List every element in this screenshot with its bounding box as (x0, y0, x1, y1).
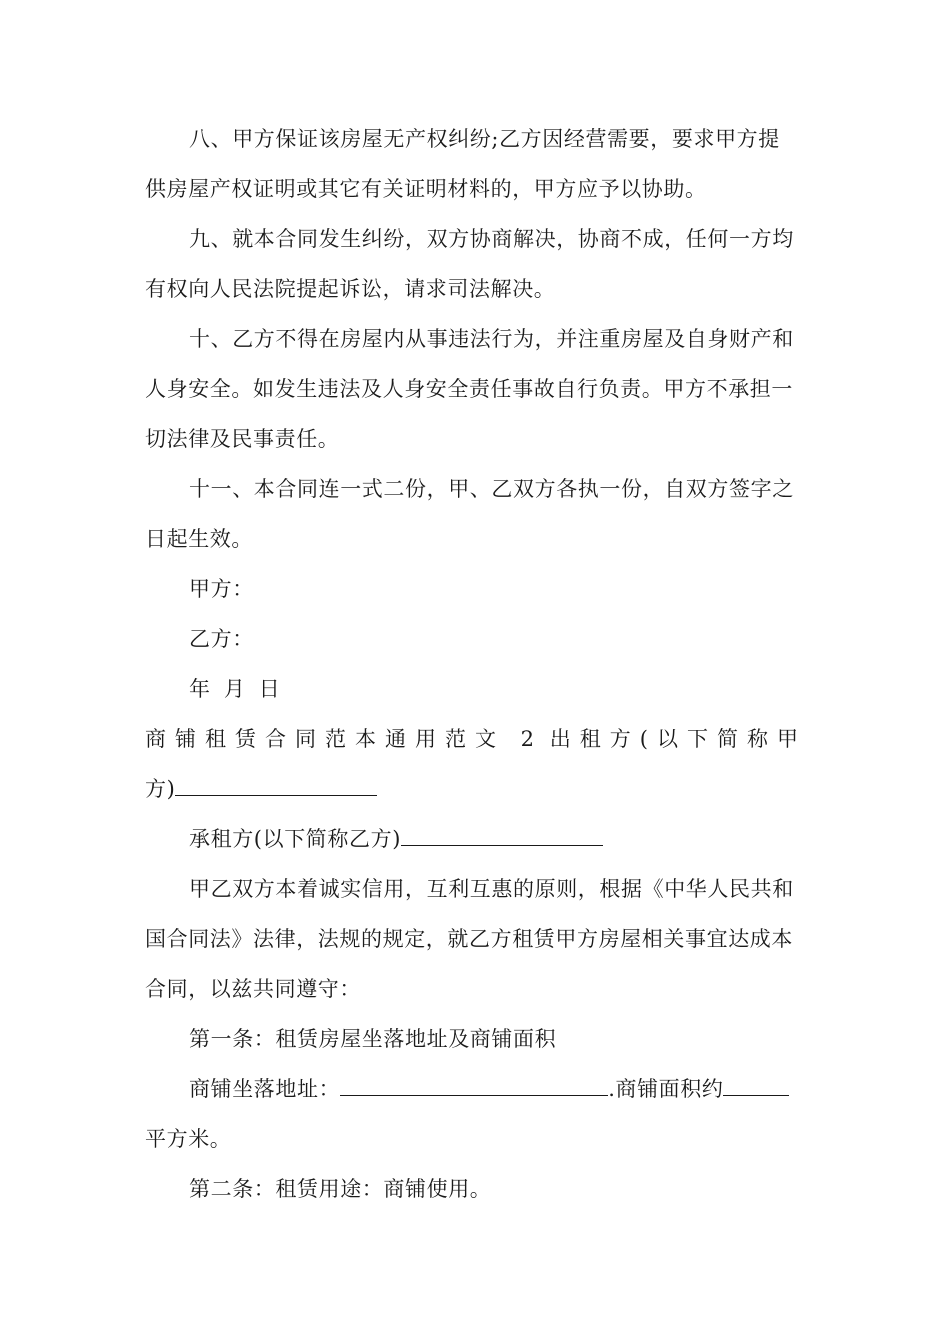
clause-10-line-3: 切法律及民事责任。 (145, 427, 340, 451)
clause-9-line-1: 九、就本合同发生纠纷，双方协商解决，协商不成，任何一方均 (189, 227, 794, 251)
clause-9-line-2: 有权向人民法院提起诉讼，请求司法解决。 (145, 277, 556, 301)
address-blank (340, 1079, 608, 1096)
clause-11-line-2: 日起生效。 (145, 527, 253, 551)
lessee-label: 承租方(以下简称乙方) (189, 827, 401, 851)
address-line (145, 1064, 807, 1114)
signature-date: 年 月 日 (189, 677, 281, 701)
area-label: .商铺面积约 (608, 1077, 724, 1101)
article-2: 第二条：租赁用途：商铺使用。 (189, 1177, 492, 1201)
document-page (145, 114, 807, 1214)
article-1-title: 第一条：租赁房屋坐落地址及商铺面积 (189, 1027, 557, 1051)
lessor-label: 出租方(以下简称甲 (549, 727, 807, 751)
lessor-blank (175, 779, 377, 796)
contract-2-title-row (145, 714, 807, 764)
preamble-line-3: 合同，以兹共同遵守： (145, 977, 361, 1001)
clause-8-line-1: 八、甲方保证该房屋无产权纠纷;乙方因经营需要，要求甲方提 (189, 127, 780, 151)
clause-8-line-2: 供房屋产权证明或其它有关证明材料的，甲方应予以协助。 (145, 177, 707, 201)
clause-10-line-1: 十、乙方不得在房屋内从事违法行为，并注重房屋及自身财产和 (189, 327, 794, 351)
preamble-line-1: 甲乙双方本着诚实信用，互利互惠的原则，根据《中华人民共和 (189, 877, 794, 901)
area-unit: 平方米。 (145, 1127, 232, 1151)
clause-11-line-1: 十一、本合同连一式二份，甲、乙双方各执一份，自双方签字之 (189, 477, 794, 501)
signature-party-a: 甲方： (189, 577, 254, 601)
lessee-line (145, 814, 807, 864)
contract-2-title: 商铺租赁合同范本通用范文 2 (145, 727, 544, 751)
lessor-line (145, 764, 807, 814)
address-label: 商铺坐落地址： (189, 1077, 341, 1101)
clause-10-line-2: 人身安全。如发生违法及人身安全责任事故自行负责。甲方不承担一 (145, 377, 793, 401)
lessor-label-cont: 方) (145, 777, 176, 801)
area-blank (723, 1079, 789, 1096)
signature-party-b: 乙方： (189, 627, 254, 651)
preamble-line-2: 国合同法》法律，法规的规定，就乙方租赁甲方房屋相关事宜达成本 (145, 927, 793, 951)
lessee-blank (401, 829, 603, 846)
